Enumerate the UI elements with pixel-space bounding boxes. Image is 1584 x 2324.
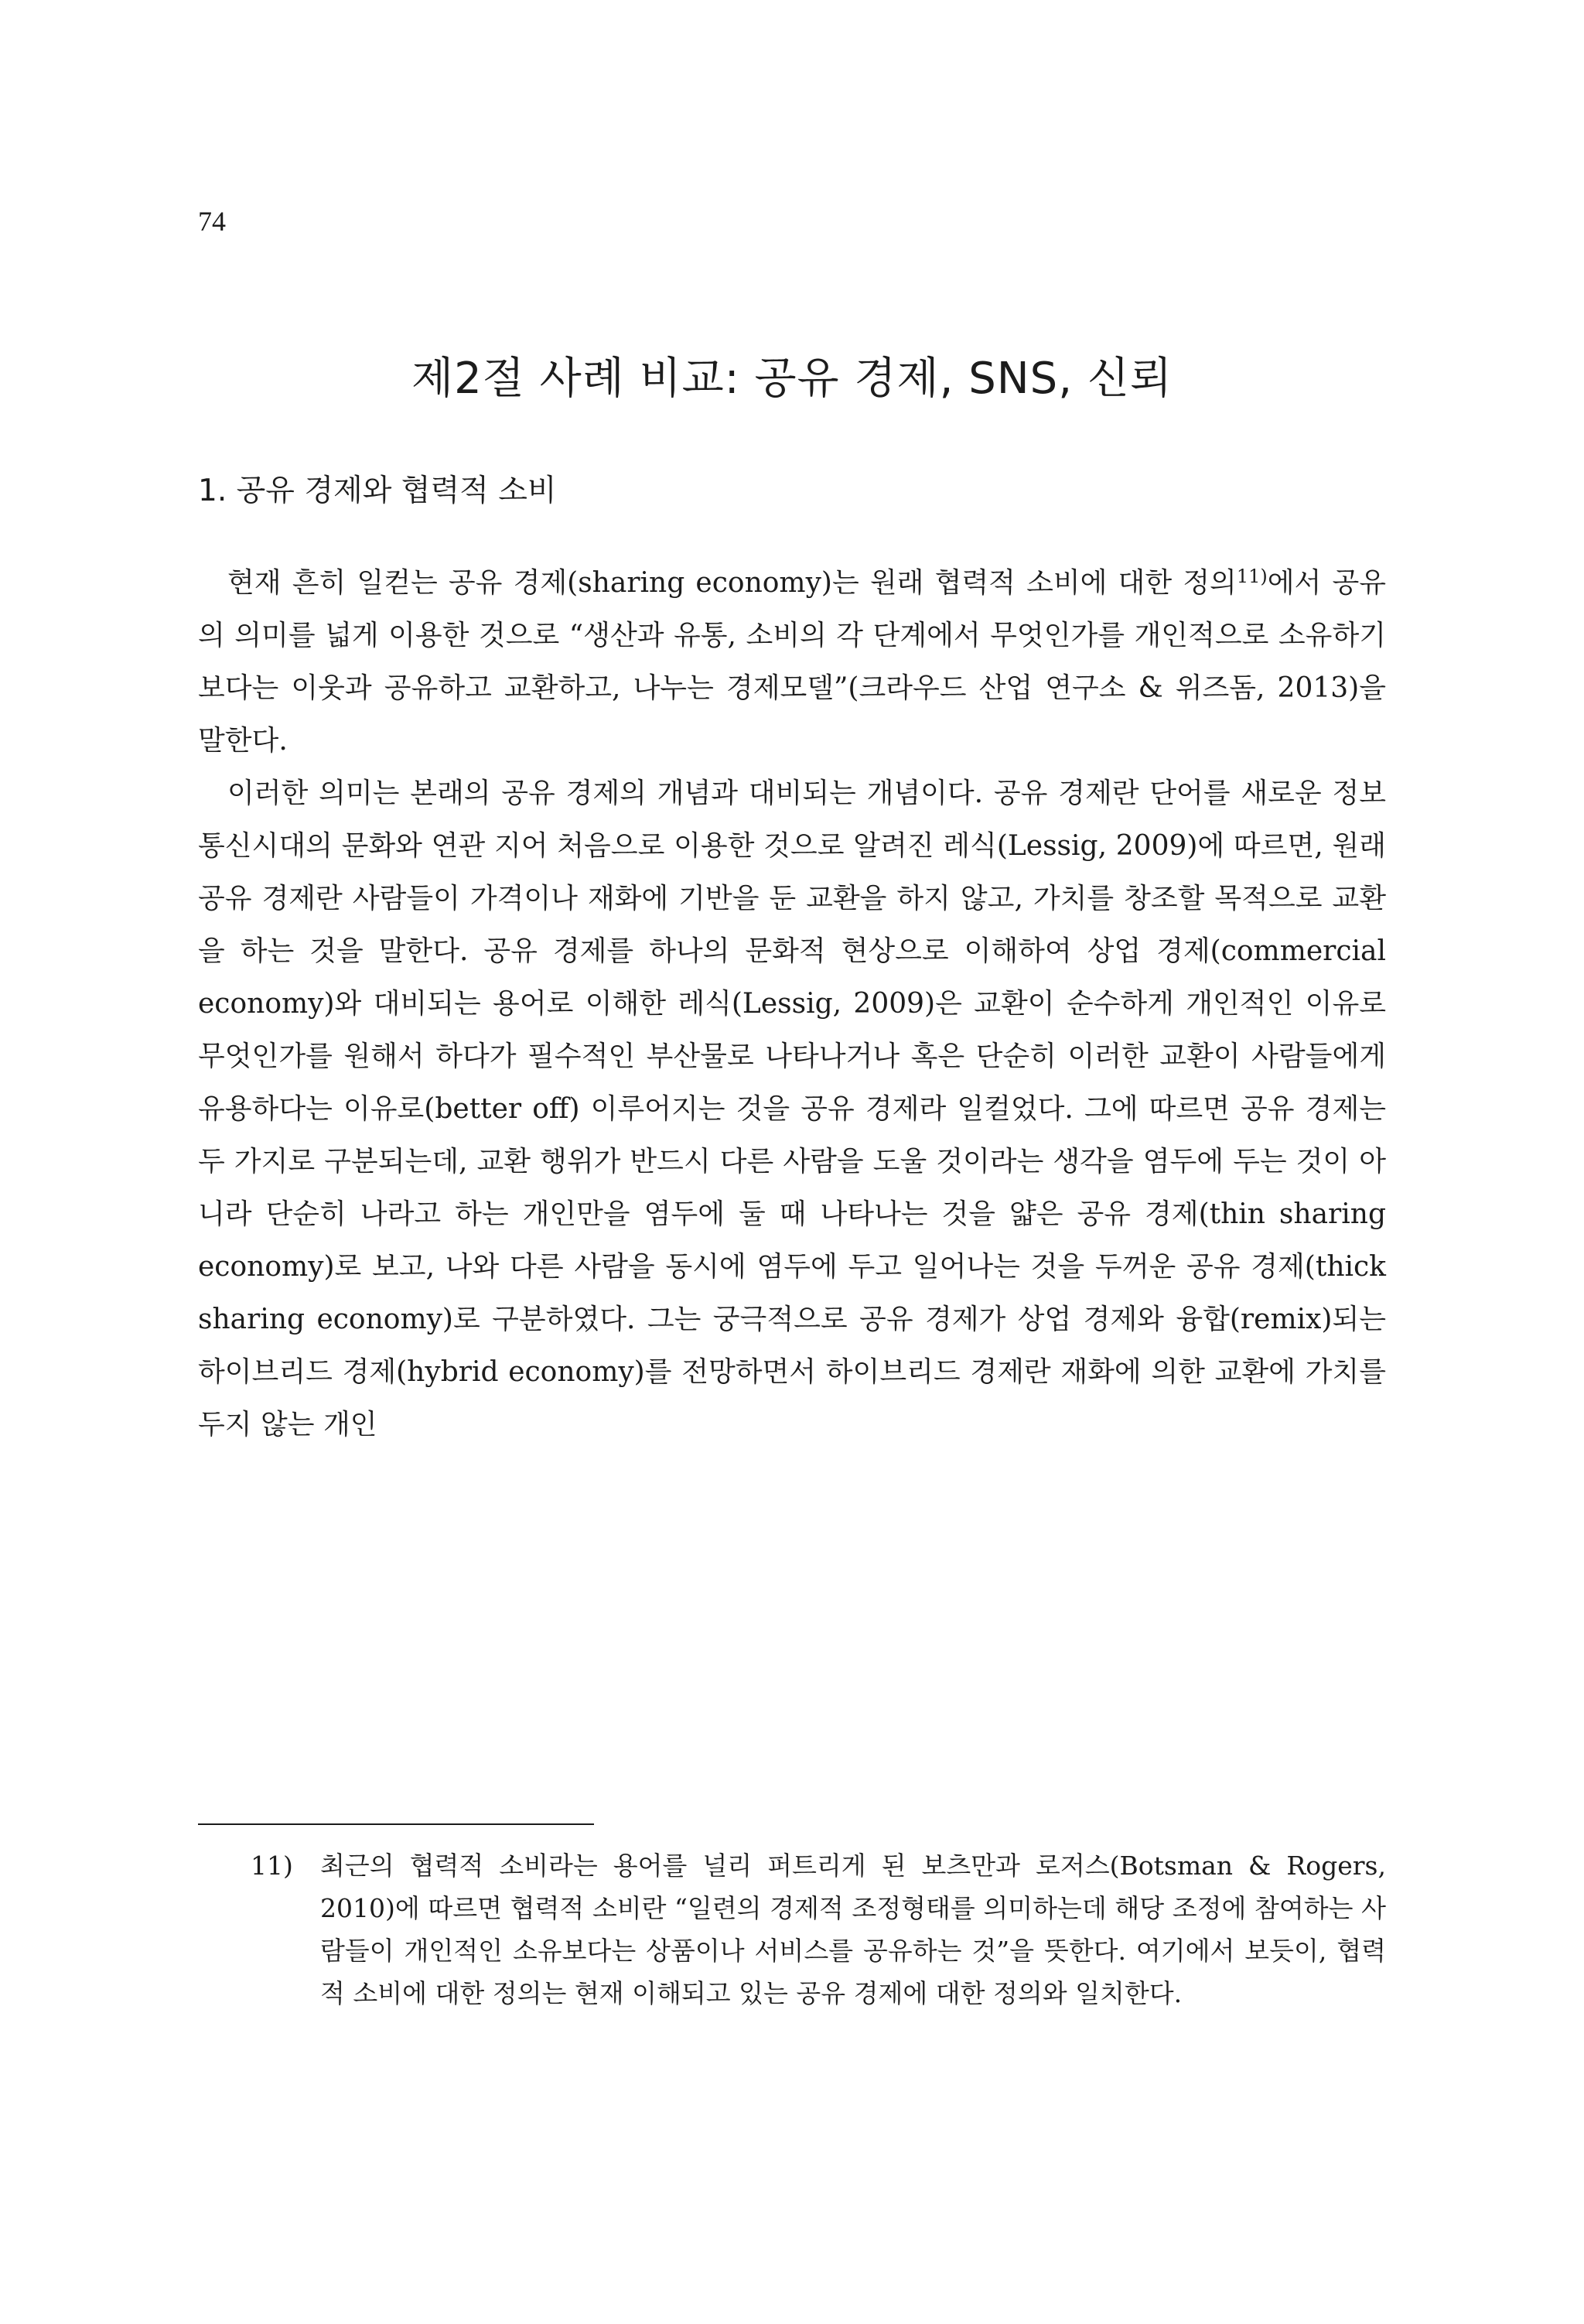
footnote-number: 11) xyxy=(251,1851,293,1881)
paragraph-1-lead: 현재 흔히 일컫는 공유 경제(sharing economy)는 원래 협력적 소비에 대한 정의 xyxy=(227,567,1237,599)
footnote-divider xyxy=(198,1823,594,1825)
body-text xyxy=(198,557,1386,1451)
subsection-heading: 1. 공유 경제와 협력적 소비 xyxy=(198,473,557,508)
footnote xyxy=(251,1844,1386,2015)
paragraph-1-rest: 에서 공유의 의미를 넓게 이용한 것으로 “생산과 유통, 소비의 각 단계에서 무엇인가를 개인적으로 소유하기보다는 이웃과 공유하고 교환하고, 나누는 경제모델”(크라우드 산업 연구소 & 위즈돔, 2013)을 말한다. xyxy=(198,567,1386,757)
footnote-reference: 11) xyxy=(1236,566,1268,587)
paragraph-2: 이러한 의미는 본래의 공유 경제의 개념과 대비되는 개념이다. 공유 경제란 단어를 새로운 정보통신시대의 문화와 연관 지어 처음으로 이용한 것으로 알려진 레식(Lessig, 2009)에 따르면, 원래 공유 경제란 사람들이 가격이나 재화에 기반을 둔 교환을 하지 않고, 가치를 창조할 목적으로 교환을 하는 것을 말한다. 공유 경제를 하나의 문화적 현상으로 이해하여 상업 경제(commercial economy)와 대비되는 용어로 이해한 레식(Lessig, 2009)은 교환이 순수하게 개인적인 이유로 무엇인가를 원해서 하다가 필수적인 부산물로 나타나거나 혹은 단순히 이러한 교환이 사람들에게 유용하다는 이유로(better off) 이루어지는 것을 공유 경제라 일컬었다. 그에 따르면 공유 경제는 두 가지로 구분되는데, 교환 행위가 반드시 다른 사람을 도울 것이라는 생각을 염두에 두는 것이 아니라 단순히 나라고 하는 개인만을 염두에 둘 때 나타나는 것을 얇은 공유 경제(thin sharing economy)로 보고, 나와 다른 사람을 동시에 염두에 두고 일어나는 것을 두꺼운 공유 경제(thick sharing economy)로 구분하였다. 그는 궁극적으로 공유 경제가 상업 경제와 융합(remix)되는 하이브리드 경제(hybrid economy)를 전망하면서 하이브리드 경제란 재화에 의한 교환에 가치를 두지 않는 개인 xyxy=(198,778,1386,1441)
section-title: 제2절 사례 비교: 공유 경제, SNS, 신뢰 xyxy=(411,353,1173,404)
footnote-text: 최근의 협력적 소비라는 용어를 널리 퍼트리게 된 보츠만과 로저스(Botsman & Rogers, 2010)에 따르면 협력적 소비란 “일련의 경제적 조정형태를 의미하는데 해당 조정에 참여하는 사람들이 개인적인 소유보다는 상품이나 서비스를 공유하는 것”을 뜻한다. 여기에서 보듯이, 협력적 소비에 대한 정의는 현재 이해되고 있는 공유 경제에 대한 정의와 일치한다. xyxy=(320,1851,1386,2008)
paragraph-1 xyxy=(198,557,1386,767)
page-number: 74 xyxy=(198,206,226,237)
